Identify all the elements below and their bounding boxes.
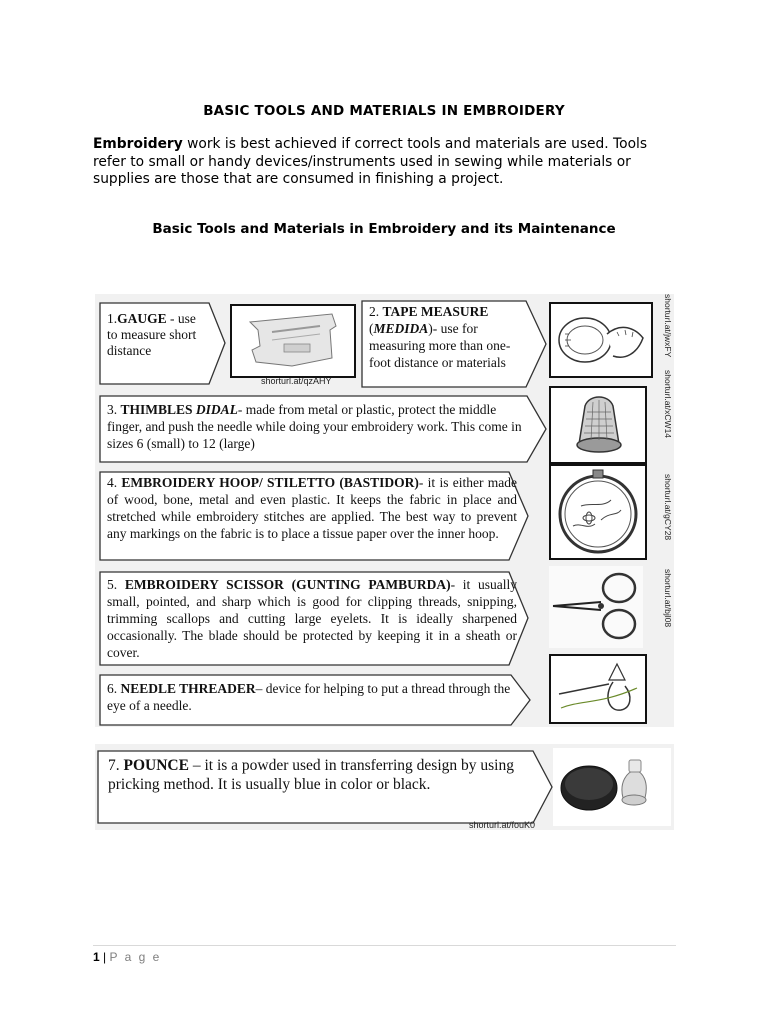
pounce-image [553, 748, 671, 826]
item-gauge: 1.GAUGE - use to measure short distance [99, 302, 226, 385]
needle-threader-name: NEEDLE THREADER [120, 681, 256, 696]
item-needle-threader: 6. NEEDLE THREADER– device for helping to put a thread through the eye of a needle. [99, 674, 531, 726]
item-thimbles: 3. THIMBLES DIDAL- made from metal or plastic, protect the middle finger, and push the needle while doing your embroidery work. This come in sizes 6 (small) to 12 (large) [99, 395, 547, 463]
hoop-url: shorturl.at/gCY28 [663, 474, 673, 541]
gauge-name: GAUGE [117, 311, 167, 326]
tape-measure-name: TAPE MEASURE [382, 304, 489, 319]
tools-figure [95, 294, 674, 727]
scissor-url: shorturl.at/bjl08 [663, 569, 673, 628]
intro-text: work is best achieved if correct tools and materials are used. Tools refer to small or handy devices/instruments used in sewing while materials or supplies are those that are consumed in finishing a project. [93, 136, 648, 187]
footer-divider [93, 945, 676, 946]
item-embroidery-scissor: 5. EMBROIDERY SCISSOR (GUNTING PAMBURDA)- it usually small, pointed, and sharp which is good for clipping threads, snipping, trimming scallops and cutting large eyelets. It is ideally sharpened occasionally. The blade should be protected by keeping it in a sheath or cover. [99, 571, 529, 666]
thimbles-name: THIMBLES [120, 402, 196, 417]
thimble-image [549, 386, 647, 464]
intro-bold-word: Embroidery [93, 136, 183, 152]
scissor-name: EMBROIDERY SCISSOR (GUNTING PAMBURDA) [124, 577, 451, 592]
needle-threader-image [549, 654, 647, 724]
page-label: P a g e [109, 950, 162, 964]
hoop-name: EMBROIDERY HOOP/ STILETTO (BASTIDOR) [121, 475, 419, 490]
pounce-url: shorturl.at/fouK0 [469, 820, 536, 830]
document-title: BASIC TOOLS AND MATERIALS IN EMBROIDERY [203, 103, 565, 119]
page-footer [93, 950, 161, 964]
scissor-image [549, 566, 643, 648]
item-tape-measure: 2. TAPE MEASURE (MEDIDA)- use for measuring more than one-foot distance or materials [361, 300, 547, 388]
thimbles-url: shorturl.at/xCW14 [663, 370, 673, 439]
gauge-image [230, 304, 356, 378]
pounce-name: POUNCE [123, 757, 189, 774]
hoop-image [549, 464, 647, 560]
intro-paragraph [93, 136, 683, 189]
tape-measure-image [549, 302, 653, 378]
pounce-figure [95, 744, 674, 830]
tape-measure-url: shorturl.at/jwxFY [663, 294, 673, 358]
page-number: 1 [93, 950, 100, 964]
section-subtitle: Basic Tools and Materials in Embroidery and its Maintenance [152, 221, 616, 237]
item-embroidery-hoop: 4. EMBROIDERY HOOP/ STILETTO (BASTIDOR)- it is either made of wood, bone, metal and even plastic. It keeps the fabric in place and stretched while embroidery stitches are applied. The best way to prevent any markings on the fabric is to place a tissue paper over the inner hoop. [99, 471, 529, 561]
gauge-url: shorturl.at/qzAHY [261, 376, 332, 386]
footer-separator: | [99, 950, 110, 964]
item-pounce: 7. POUNCE – it is a powder used in transferring design by using pricking method. It is usually blue in color or black. [97, 750, 553, 824]
